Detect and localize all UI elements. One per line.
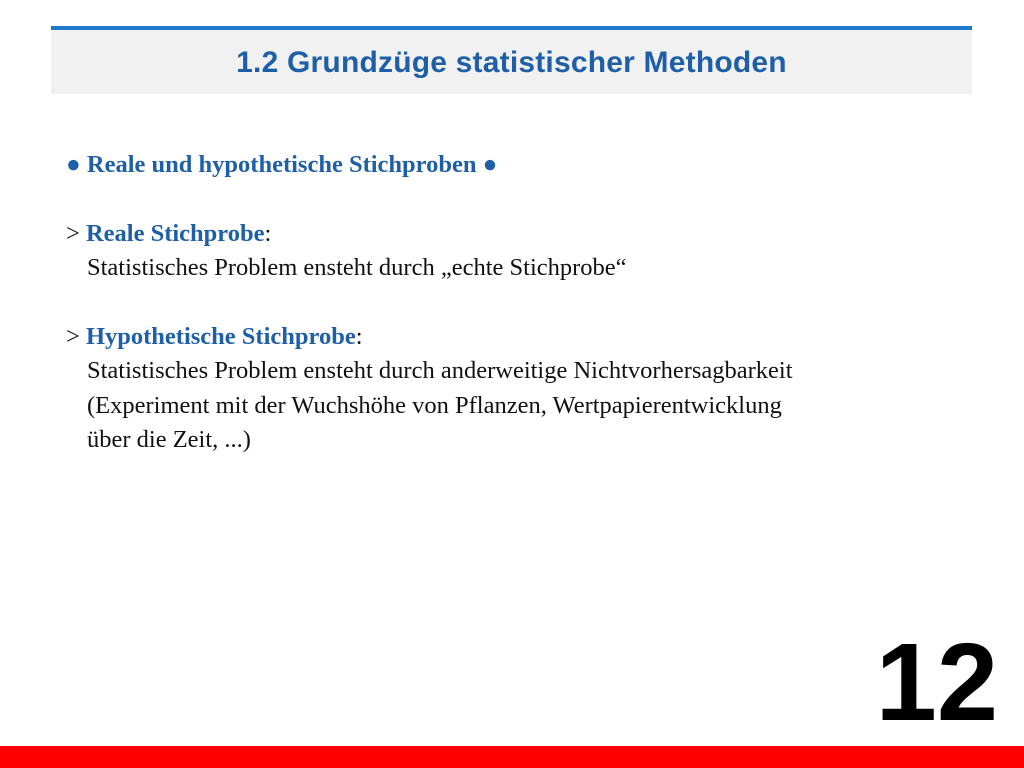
section-real-header: [66, 217, 966, 252]
bottom-bar: [0, 746, 1024, 768]
term-colon: :: [264, 219, 272, 247]
section-heading: ● Reale und hypothetische Stichproben ●: [66, 151, 498, 178]
section-hypothetical-line: (Experiment mit der Wuchshöhe von Pflanzen, Wertpapierentwicklung: [87, 391, 782, 419]
slide-body: [66, 148, 966, 458]
section-marker: >: [66, 219, 86, 247]
term-hypothetical-sample: Hypothetische Stichprobe: [85, 322, 356, 350]
title-bar: [51, 26, 972, 94]
section-marker: >: [66, 322, 86, 350]
slide-title: 1.2 Grundzüge statistischer Methoden: [236, 46, 787, 79]
page-number: 12: [875, 621, 998, 744]
spacer: [66, 286, 966, 320]
section-hypothetical-line: über die Zeit, ...): [87, 426, 251, 453]
section-hypothetical-header: [66, 320, 966, 355]
section-real-line: Statistisches Problem ensteht durch „echte Stichprobe“: [87, 254, 627, 281]
term-real-sample: Reale Stichprobe: [85, 219, 265, 247]
section-hypothetical-line: Statistisches Problem ensteht durch anderweitige Nichtvorhersagbarkeit: [87, 357, 793, 384]
spacer: [66, 183, 966, 217]
term-colon: :: [355, 322, 363, 350]
